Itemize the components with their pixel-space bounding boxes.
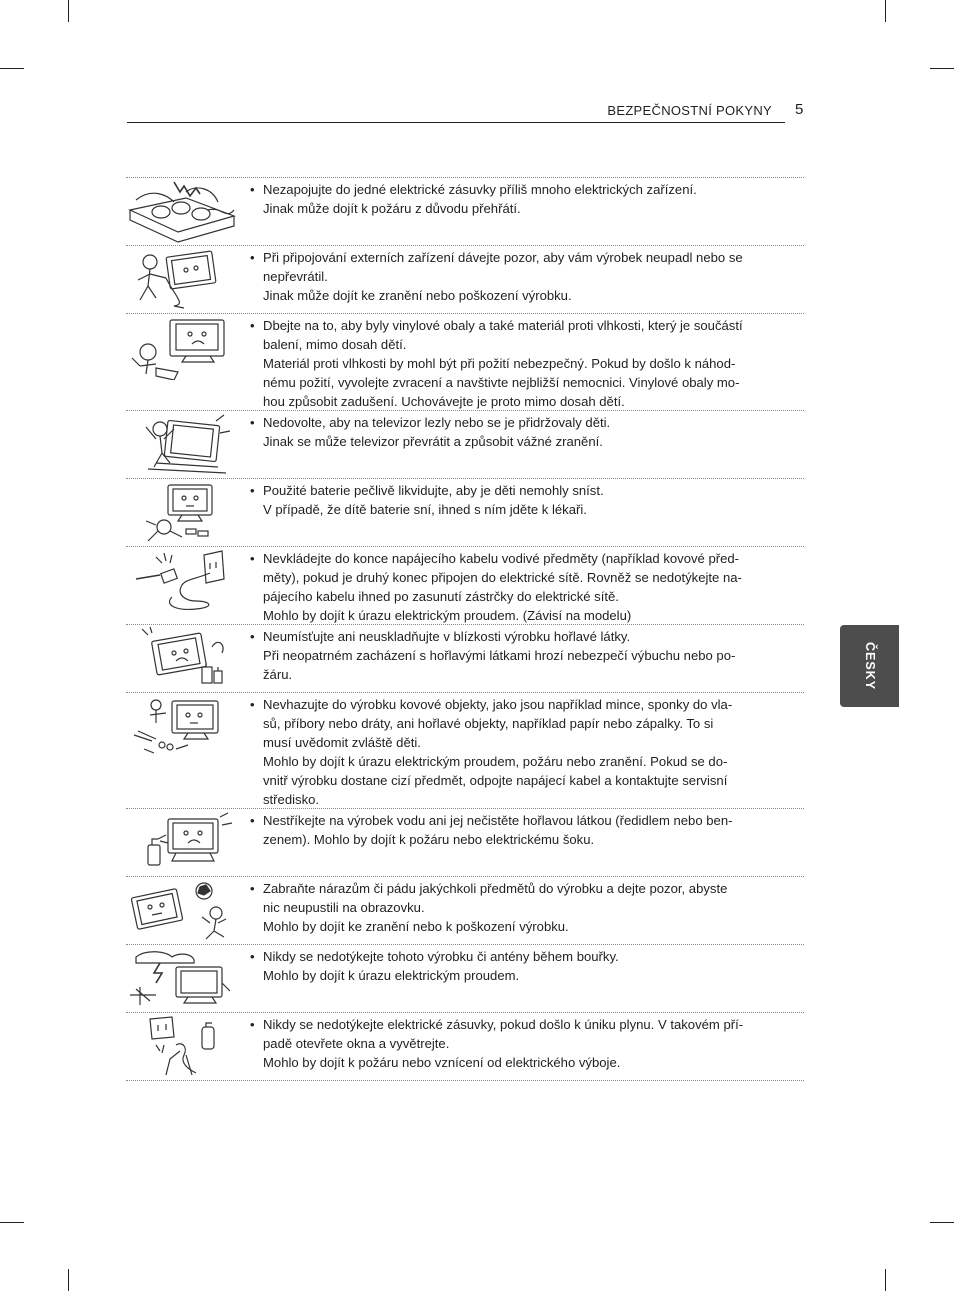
instruction-row <box>126 876 804 944</box>
text-line: hou způsobit zadušení. Uchovávejte je proto mimo dosah dětí. <box>263 394 625 409</box>
instruction-text <box>250 481 790 519</box>
instruction-row <box>126 692 804 808</box>
crop-mark <box>68 1269 69 1291</box>
tv-pulled-by-cable-icon <box>126 248 238 312</box>
text-line: středisko. <box>263 792 320 807</box>
instruction-text <box>250 695 790 809</box>
gas-leak-outlet-icon <box>126 1015 238 1079</box>
instruction-text <box>250 947 790 985</box>
instruction-row <box>126 478 804 546</box>
text-line: nic neupustili na obrazovku. <box>263 900 425 915</box>
bullet: • <box>250 415 255 430</box>
instruction-row <box>126 546 804 624</box>
bullet: • <box>250 483 255 498</box>
crop-mark <box>930 68 954 69</box>
instruction-text <box>250 811 790 849</box>
text-line: Jinak může dojít ke zranění nebo poškození výrobku. <box>263 288 572 303</box>
child-battery-icon <box>126 481 238 545</box>
text-line: balení, mimo dosah dětí. <box>263 337 407 352</box>
text-line: Nevkládejte do konce napájecího kabelu vodivé předměty (například kovové před- <box>263 551 740 566</box>
text-line: Materiál proti vlhkosti by mohl být při požití nebezpečný. Pokud by došlo k náhod- <box>263 356 736 371</box>
text-line: vnitř výrobku dostane cizí předmět, odpojte napájecí kabel a kontaktujte servisní <box>263 773 728 788</box>
bullet: • <box>250 318 255 333</box>
instruction-text <box>250 879 790 936</box>
instruction-row <box>126 808 804 876</box>
flammable-near-tv-icon <box>126 627 238 691</box>
safety-instructions-list <box>126 177 804 1081</box>
text-line: Při připojování externích zařízení dávejte pozor, aby vám výrobek neupadl nebo se <box>263 250 743 265</box>
text-line: Zabraňte nárazům či pádu jakýchkoli předmětů do výrobku a dejte pozor, abyste <box>263 881 728 896</box>
text-line: žáru. <box>263 667 293 682</box>
instruction-row <box>126 313 804 410</box>
text-line: Při neopatrném zacházení s hořlavými látkami hrozí nebezpečí výbuchu nebo po- <box>263 648 736 663</box>
child-climbing-tv-icon <box>126 413 238 477</box>
instruction-text <box>250 316 790 411</box>
bullet: • <box>250 949 255 964</box>
instruction-text <box>250 627 790 684</box>
text-line: nému požití, vyvolejte zvracení a navštivte nejbližší nemocnici. Vinylové obaly mo- <box>263 375 740 390</box>
text-line: Mohlo by dojít ke zranění nebo k poškození výrobku. <box>263 919 569 934</box>
ball-hitting-tv-icon <box>126 879 238 943</box>
text-line: Dbejte na to, aby byly vinylové obaly a také materiál proti vlhkosti, který je součástí <box>263 318 743 333</box>
instruction-row <box>126 1012 804 1081</box>
text-line: Mohlo by dojít k požáru nebo vznícení od elektrického výboje. <box>263 1055 621 1070</box>
language-tab-label: ČESKY <box>862 641 877 691</box>
text-line: V případě, že dítě baterie sní, ihned s ním jděte k lékaři. <box>263 502 587 517</box>
crop-mark <box>0 1222 24 1223</box>
bullet: • <box>250 697 255 712</box>
overloaded-outlet-icon <box>126 180 238 244</box>
text-line: Použité baterie pečlivě likvidujte, aby je děti nemohly sníst. <box>263 483 604 498</box>
text-line: Mohlo by dojít k úrazu elektrickým proudem. (Závisí na modelu) <box>263 608 632 623</box>
text-line: Nedovolte, aby na televizor lezly nebo se je přidržovaly děti. <box>263 415 611 430</box>
crop-mark <box>885 1269 886 1291</box>
text-line: Neumísťujte ani neuskladňujte v blízkosti výrobku hořlavé látky. <box>263 629 631 644</box>
section-title: BEZPEČNOSTNÍ POKYNY <box>607 103 772 118</box>
text-line: sů, příbory nebo dráty, ani hořlavé objekty, například papír nebo zápalky. To si <box>263 716 714 731</box>
bullet: • <box>250 182 255 197</box>
instruction-text <box>250 549 790 625</box>
spray-on-tv-icon <box>126 811 238 875</box>
bullet: • <box>250 250 255 265</box>
instruction-text <box>250 180 790 218</box>
text-line: Nevhazujte do výrobku kovové objekty, jako jsou například mince, sponky do vla- <box>263 697 733 712</box>
text-line: měty), pokud je druhý konec připojen do elektrické sítě. Rovněž se nedotýkejte na- <box>263 570 742 585</box>
text-line: nepřevrátil. <box>263 269 328 284</box>
crop-mark <box>930 1222 954 1223</box>
instruction-text <box>250 248 790 305</box>
text-line: zenem). Mohlo by dojít k požáru nebo elektrickému šoku. <box>263 832 595 847</box>
text-line: musí uvědomit zvláště děti. <box>263 735 421 750</box>
text-line: Nikdy se nedotýkejte elektrické zásuvky, pokud došlo k úniku plynu. V takovém pří- <box>263 1017 744 1032</box>
text-line: Mohlo by dojít k úrazu elektrickým proudem. <box>263 968 520 983</box>
text-line: Nestříkejte na výrobek vodu ani jej nečistěte hořlavou látkou (ředidlem nebo ben- <box>263 813 733 828</box>
bullet: • <box>250 1017 255 1032</box>
text-line: padě otevřete okna a vyvětrejte. <box>263 1036 450 1051</box>
instruction-text <box>250 413 790 451</box>
bullet: • <box>250 551 255 566</box>
text-line: Nezapojujte do jedné elektrické zásuvky příliš mnoho elektrických zařízení. <box>263 182 697 197</box>
page-number: 5 <box>795 101 804 118</box>
text-line: pájecího kabelu ihned po zasunutí zástrčky do elektrické sítě. <box>263 589 619 604</box>
child-plastic-bag-icon <box>126 316 238 380</box>
bullet: • <box>250 813 255 828</box>
metal-in-plug-icon <box>126 549 238 613</box>
instruction-row <box>126 944 804 1012</box>
instruction-row <box>126 245 804 313</box>
header-rule <box>127 122 785 123</box>
language-tab <box>840 625 899 707</box>
crop-mark <box>68 0 69 22</box>
instruction-row <box>126 177 804 245</box>
text-line: Mohlo by dojít k úrazu elektrickým proudem, požáru nebo zranění. Pokud se do- <box>263 754 728 769</box>
instruction-row <box>126 410 804 478</box>
crop-mark <box>0 68 24 69</box>
instruction-text <box>250 1015 790 1072</box>
text-line: Nikdy se nedotýkejte tohoto výrobku či antény během bouřky. <box>263 949 619 964</box>
bullet: • <box>250 629 255 644</box>
instruction-row <box>126 624 804 692</box>
text-line: Jinak se může televizor převrátit a způsobit vážné zranění. <box>263 434 603 449</box>
crop-mark <box>885 0 886 22</box>
text-line: Jinak může dojít k požáru z důvodu přehřátí. <box>263 201 521 216</box>
bullet: • <box>250 881 255 896</box>
lightning-storm-icon <box>126 947 238 1011</box>
metal-objects-into-tv-icon <box>126 695 238 759</box>
